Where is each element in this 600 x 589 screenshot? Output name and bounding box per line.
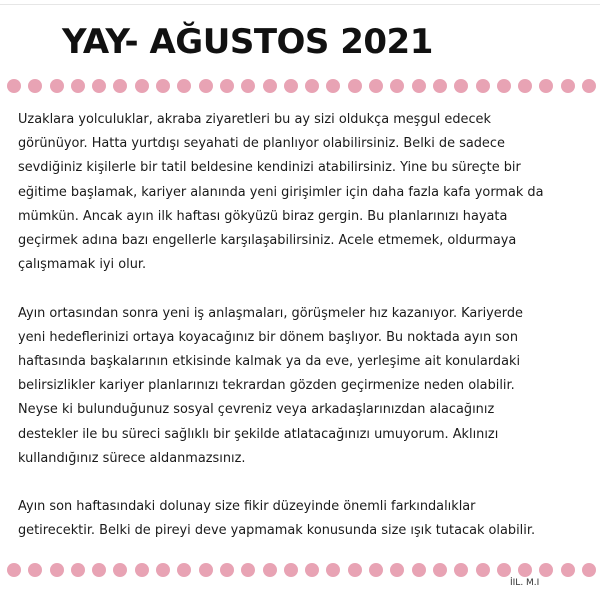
decorative-dot bbox=[582, 563, 596, 577]
decorative-dot bbox=[71, 79, 85, 93]
text-line: eğitime başlamak, kariyer alanında yeni girişimler için daha fazla kafa yormak da bbox=[18, 184, 544, 200]
decorative-dot bbox=[199, 563, 213, 577]
decorative-dot bbox=[433, 563, 447, 577]
decorative-dot bbox=[454, 563, 468, 577]
text-line: sevdiğiniz kişilerle bir tatil beldesine kendinizi atabilirsiniz. Yine bu süreçte bir bbox=[18, 160, 521, 176]
decorative-dot bbox=[28, 563, 42, 577]
decorative-dot bbox=[390, 79, 404, 93]
text-line: mümkün. Ancak ayın ilk haftası gökyüzü biraz gergin. Bu planlarınızı hayata bbox=[18, 208, 508, 224]
text-line: görünüyor. Hatta yurtdışı seyahati de planlıyor olabilirsiniz. Belki de sadece bbox=[18, 136, 505, 152]
text-line: getirecektir. Belki de pireyi deve yapmamak konusunda size ışık tutacak olabilir. bbox=[18, 523, 536, 539]
decorative-dot bbox=[220, 79, 234, 93]
text-line: Ayın ortasından sonra yeni iş anlaşmaları, görüşmeler hız kazanıyor. Kariyerde bbox=[18, 305, 523, 321]
page-title: YAY- AĞUSTOS 2021 bbox=[62, 22, 433, 62]
decorative-dot bbox=[539, 79, 553, 93]
decorative-dot bbox=[284, 563, 298, 577]
text-line: belirsizlikler kariyer planlarınızı tekrardan gözden geçirmenize neden olabilir. bbox=[18, 378, 515, 394]
decorative-dot bbox=[326, 79, 340, 93]
decorative-dot bbox=[263, 563, 277, 577]
decorative-dot bbox=[241, 79, 255, 93]
paragraph-3 bbox=[18, 495, 596, 543]
decorative-dot bbox=[263, 79, 277, 93]
decorative-dot bbox=[412, 79, 426, 93]
decorative-dot bbox=[156, 563, 170, 577]
decorative-dot bbox=[539, 563, 553, 577]
paragraph-2 bbox=[18, 302, 596, 471]
decorative-dot bbox=[220, 563, 234, 577]
decorative-dot bbox=[92, 79, 106, 93]
decorative-dot bbox=[561, 79, 575, 93]
decorative-dot bbox=[284, 79, 298, 93]
decorative-dot bbox=[241, 563, 255, 577]
decorative-dot bbox=[71, 563, 85, 577]
paragraph-1 bbox=[18, 108, 596, 277]
text-line: çalışmamak iyi olur. bbox=[18, 257, 147, 273]
text-line: haftasında başkalarının etkisinde kalmak ya da eve, yerleşime ait konulardaki bbox=[18, 354, 521, 370]
top-divider bbox=[0, 4, 600, 5]
decorative-dot bbox=[518, 563, 532, 577]
decorative-dot bbox=[369, 79, 383, 93]
decorative-dot bbox=[7, 563, 21, 577]
decorative-dot bbox=[135, 79, 149, 93]
decorative-dot bbox=[497, 79, 511, 93]
decorative-dot bbox=[454, 79, 468, 93]
decorative-dot bbox=[305, 79, 319, 93]
decorative-dot bbox=[582, 79, 596, 93]
decorative-dot bbox=[518, 79, 532, 93]
article-body bbox=[18, 108, 596, 544]
text-line: Uzaklara yolculuklar, akraba ziyaretleri bu ay sizi oldukça meşgul edecek bbox=[18, 112, 491, 127]
decorative-dot bbox=[497, 563, 511, 577]
decorative-dot bbox=[476, 79, 490, 93]
decorative-dot bbox=[50, 563, 64, 577]
corner-signature: İIL. M.I bbox=[510, 578, 540, 588]
decorative-dot bbox=[50, 79, 64, 93]
top-dot-border bbox=[7, 79, 600, 97]
decorative-dot bbox=[199, 79, 213, 93]
decorative-dot bbox=[390, 563, 404, 577]
decorative-dot bbox=[177, 79, 191, 93]
decorative-dot bbox=[433, 79, 447, 93]
decorative-dot bbox=[113, 563, 127, 577]
text-line: kullandığınız sürece aldanmazsınız. bbox=[18, 450, 246, 466]
decorative-dot bbox=[92, 563, 106, 577]
text-line: destekler ile bu süreci sağlıklı bir şekilde atlatacağınızı umuyorum. Aklınızı bbox=[18, 426, 499, 442]
decorative-dot bbox=[305, 563, 319, 577]
decorative-dot bbox=[177, 563, 191, 577]
decorative-dot bbox=[369, 563, 383, 577]
text-line: yeni hedeflerinizi ortaya koyacağınız bir dönem başlıyor. Bu noktada ayın son bbox=[18, 329, 518, 345]
decorative-dot bbox=[28, 79, 42, 93]
text-line: geçirmek adına bazı engellerle karşılaşabilirsiniz. Acele etmemek, oldurmaya bbox=[18, 233, 517, 249]
decorative-dot bbox=[476, 563, 490, 577]
decorative-dot bbox=[412, 563, 426, 577]
decorative-dot bbox=[156, 79, 170, 93]
decorative-dot bbox=[135, 563, 149, 577]
decorative-dot bbox=[326, 563, 340, 577]
decorative-dot bbox=[348, 563, 362, 577]
decorative-dot bbox=[348, 79, 362, 93]
decorative-dot bbox=[561, 563, 575, 577]
text-line: Neyse ki bulunduğunuz sosyal çevreniz veya arkadaşlarınızdan alacağınız bbox=[18, 402, 495, 418]
text-line: Ayın son haftasındaki dolunay size fikir düzeyinde önemli farkındalıklar bbox=[18, 499, 476, 515]
decorative-dot bbox=[113, 79, 127, 93]
decorative-dot bbox=[7, 79, 21, 93]
